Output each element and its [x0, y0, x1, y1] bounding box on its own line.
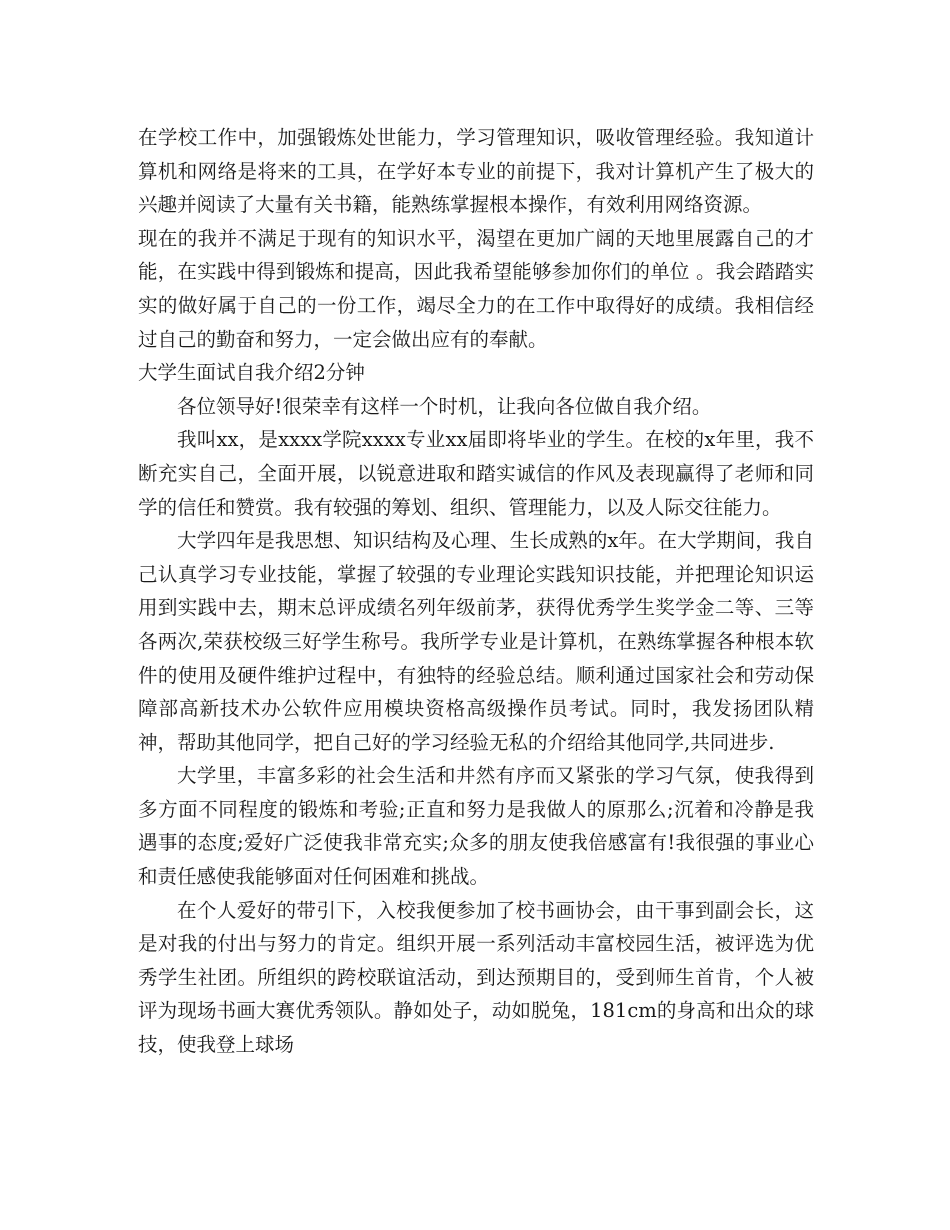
document-body	[138, 121, 814, 1062]
paragraph-management-skills: 在学校工作中，加强锻炼处世能力，学习管理知识，吸收管理经验。我知道计算机和网络是将来的工具，在学好本专业的前提下，我对计算机产生了极大的兴趣并阅读了大量有关书籍，能熟练掌握根本操作，有效利用网络资源。	[138, 126, 814, 217]
paragraph-introduction: 我叫xx，是xxxx学院xxxx专业xx届即将毕业的学生。在校的x年里，我不断充实自己，全面开展，以锐意进取和踏实诚信的作风及表现赢得了老师和同学的信任和赞赏。我有较强的筹划、组织、管理能力，以及人际交往能力。	[138, 428, 814, 519]
paragraph-greeting: 各位领导好!很荣幸有这样一个时机，让我向各位做自我介绍。	[177, 394, 712, 418]
paragraph-campus-life: 大学里，丰富多彩的社会生活和井然有序而又紧张的学习气氛，使我得到多方面不同程度的锻炼和考验;正直和努力是我做人的原那么;沉着和冷静是我遇事的态度;爱好广泛使我非常充实;众多的朋友使我倍感富有!我很强的事业心和责任感使我能够面对任何困难和挑战。	[138, 764, 814, 889]
section-heading: 大学生面试自我介绍2分钟	[138, 361, 365, 385]
paragraph-university-years: 大学四年是我思想、知识结构及心理、生长成熟的x年。在大学期间，我自己认真学习专业技能，掌握了较强的专业理论实践知识技能，并把理论知识运用到实践中去，期末总评成绩名列年级前茅，获得优秀学生奖学金二等、三等各两次,荣获校级三好学生称号。我所学专业是计算机，在熟练掌握各种根本软件的使用及硬件维护过程中，有独特的经验总结。顺利通过国家社会和劳动保障部高新技术办公软件应用模块资格高级操作员考试。同时，我发扬团队精神，帮助其他同学，把自己好的学习经验无私的介绍给其他同学,共同进步.	[138, 529, 814, 754]
paragraph-hobbies: 在个人爱好的带引下，入校我便参加了校书画协会，由干事到副会长，这是对我的付出与努力的肯定。组织开展一系列活动丰富校园生活，被评选为优秀学生社团。所组织的跨校联谊活动，到达预期目的，受到师生首肯，个人被评为现场书画大赛优秀领队。静如处子，动如脱兔，181cm的身高和出众的球技，使我登上球场	[138, 898, 814, 1057]
paragraph-aspiration: 现在的我并不满足于现有的知识水平，渴望在更加广阔的天地里展露自己的才能，在实践中得到锻炼和提高，因此我希望能够参加你们的单位 。我会踏踏实实的做好属于自己的一份工作，竭尽全力的在工作中取得好的成绩。我相信经过自己的勤奋和努力，一定会做出应有的奉献。	[138, 226, 814, 351]
